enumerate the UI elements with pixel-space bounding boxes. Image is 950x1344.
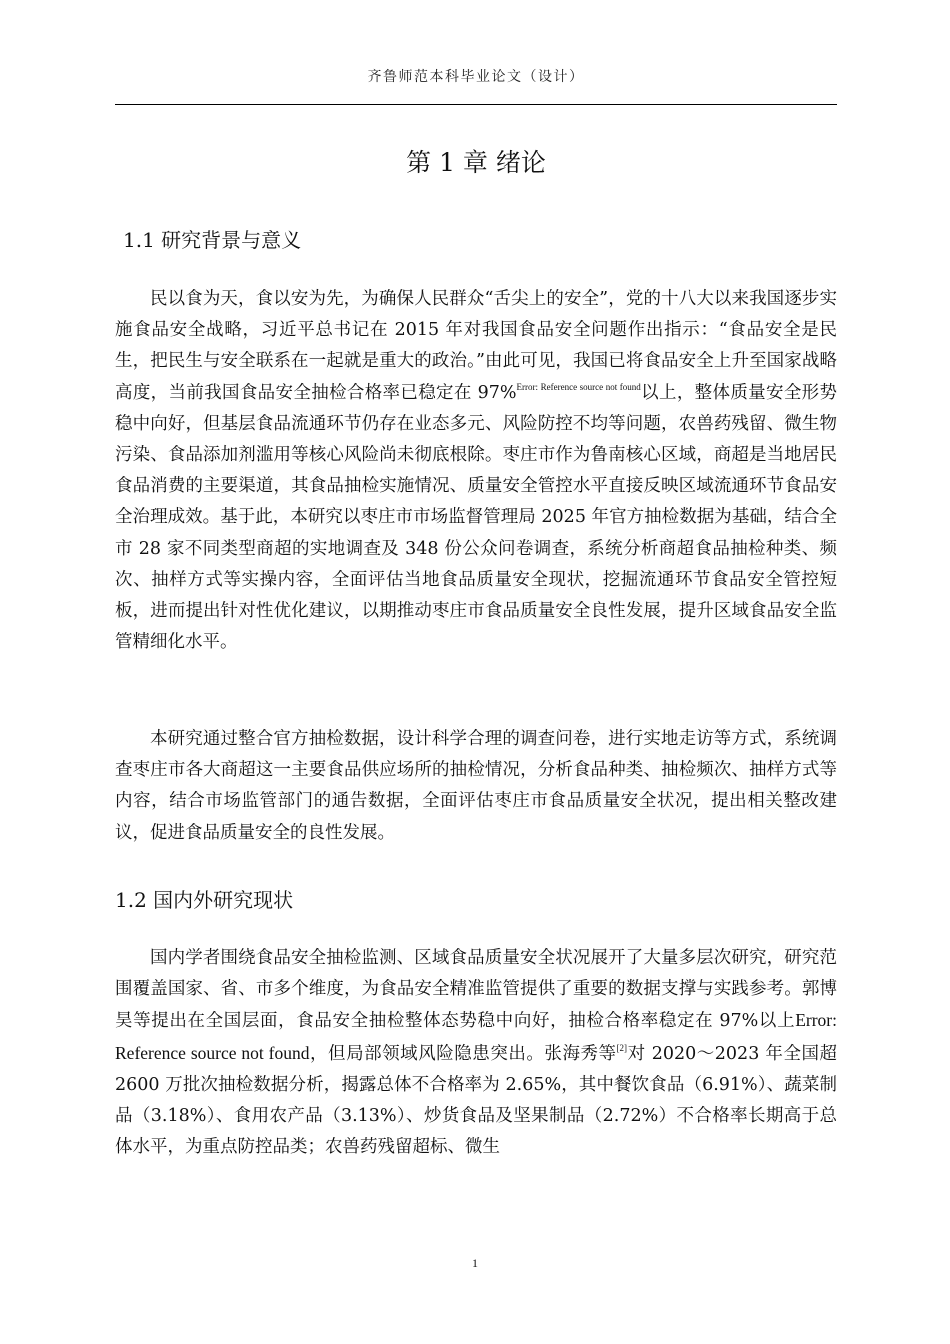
citation-superscript: [2] xyxy=(616,1042,628,1053)
header-divider xyxy=(115,104,837,105)
paragraph-text: ，但局部领域风险隐患突出。张海秀等 xyxy=(309,1043,617,1064)
paragraph-background-1 xyxy=(115,284,837,658)
paragraph-research-status xyxy=(115,943,837,1163)
broken-reference-inline: Error: Reference source not found xyxy=(115,1010,837,1063)
paragraph-background-2: 本研究通过整合官方抽检数据，设计科学合理的调查问卷，进行实地走访等方式，系统调查枣庄市各大商超这一主要食品供应场所的抽检情况，分析食品种类、抽检频次、抽样方式等内容，结合市场监管部门的通告数据，全面评估枣庄市食品质量安全状况，提出相关整改建议，促进食品质量安全的良性发展。 xyxy=(115,729,837,843)
paragraph-text: 国内学者围绕食品安全抽检监测、区域食品质量安全状况展开了大量多层次研究，研究范围覆盖国家、省、市多个维度，为食品安全精准监管提供了重要的数据支撑与实践参考。郭博昊等提出在全国层面，食品安全抽检整体态势稳中向好，抽检合格率稳定在 97%以上 xyxy=(115,948,837,1032)
page-number: 1 xyxy=(472,1256,478,1270)
section-heading-1-1: 1.1 研究背景与意义 xyxy=(123,228,302,252)
running-header: 齐鲁师范本科毕业论文（设计） xyxy=(367,69,585,85)
section-heading-1-2: 1.2 国内外研究现状 xyxy=(115,888,294,912)
chapter-title: 第 1 章 绪论 xyxy=(406,148,546,177)
broken-reference-note: Error: Reference source not found xyxy=(516,381,641,392)
paragraph-text: 以上，整体质量安全形势稳中向好，但基层食品流通环节仍存在业态多元、风险防控不均等问题，农兽药残留、微生物污染、食品添加剂滥用等核心风险尚未彻底根除。枣庄市作为鲁南核心区域，商超是当地居民食品消费的主要渠道，其食品抽检实施情况、质量安全管控水平直接反映区域流通环节食品安全治理成效。基于此，本研究以枣庄市市场监督管理局 2025 年官方抽检数据为基础，结合全市 28 家不同类型商超的实地调查及 348 份公众问卷调查，系统分析商超食品抽检种类、频次、抽样方式等实操内容，全面评估当地食品质量安全现状，挖掘流通环节食品安全管控短板，进而提出针对性优化建议，以期推动枣庄市食品质量安全良性发展，提升区域食品安全监管精细化水平。 xyxy=(115,382,838,653)
paragraph-text: 民以食为天，食以安为先，为确保人民群众“舌尖上的安全”，党的十八大以来我国逐步实施食品安全战略，习近平总书记在 2015 年对我国食品安全问题作出指示：“食品安全是民生，把民生与安全联系在一起就是重大的政治。”由此可见，我国已将食品安全上升至国家战略高度，当前我国食品安全抽检合格率已稳定在 97% xyxy=(115,289,837,403)
paragraph-text: 对 2020～2023 年全国超 2600 万批次抽检数据分析，揭露总体不合格率为 2.65%，其中餐饮食品（6.91%）、蔬菜制品（3.18%）、食用农产品（3.13%）、炒货食品及坚果制品（2.72%）不合格率长期高于总体水平，为重点防控品类；农兽药残留超标、微生 xyxy=(115,1043,838,1158)
